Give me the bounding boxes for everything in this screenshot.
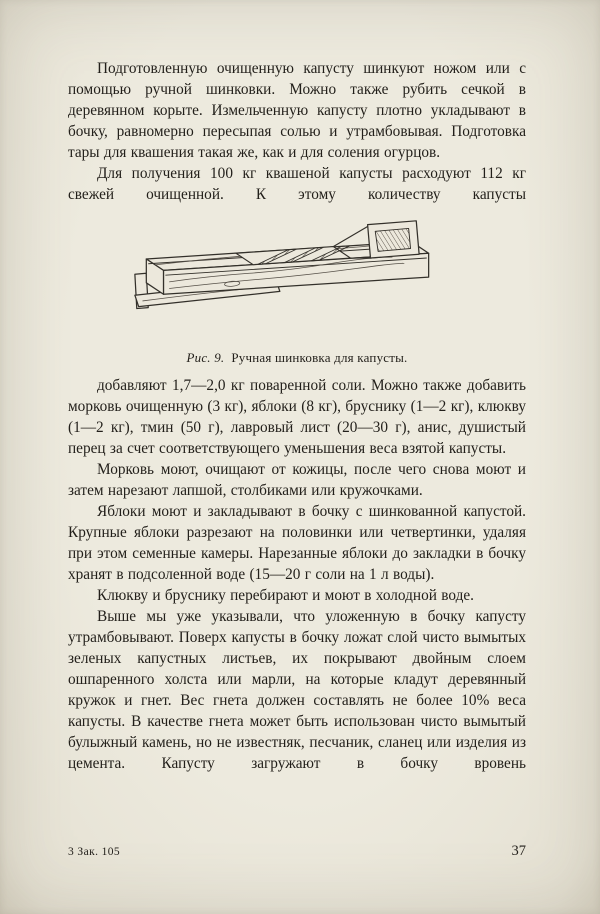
figure-caption-text: Ручная шинковка для капусты. <box>231 350 408 365</box>
figure-caption <box>112 350 482 366</box>
page-number: 37 <box>511 843 526 859</box>
paragraph: Клюкву и бруснику перебирают и моют в холодной воде. <box>97 587 474 604</box>
paragraph: Яблоки моют и закладывают в бочку с шинкованной капустой. Крупные яблоки разрезают на половинки или четвертинки, удаляя при этом семенные камеры. Нарезанные яблоки до закладки в бочку хранят в подсоленной воде (15—20 г соли на 1 л воды). <box>68 503 526 583</box>
paragraph: Подготовленную очищенную капусту шинкуют ножом или с помощью ручной шинковки. Можно также рубить сечкой в деревянном корыте. Измельченную капусту плотно укладывают в бочку, равномерно пересыпая солью и утрамбовывая. Подготовка тары для квашения такая же, как и для соления огурцов. <box>68 60 526 161</box>
print-signature: 3 Зак. 105 <box>68 846 121 858</box>
figure-caption-label: Рис. 9. <box>186 350 225 365</box>
paragraph: Выше мы уже указывали, что уложенную в бочку капусту утрамбовывают. Поверх капусты в бочку ложат слой чисто вымытых зеленых капустных листьев, их покрывают двойным слоем ошпаренного холста или марли, на которые кладут деревянный кружок и гнет. Вес гнета должен составлять не более 10% веса капусты. В качестве гнета может быть использован чисто вымытый булыжный камень, но не известняк, песчаник, сланец или изделия из цемента. Капусту загружают в бочку вровень <box>68 608 526 772</box>
figure-cabbage-shredder <box>112 217 482 366</box>
paragraph: Морковь моют, очищают от кожицы, после чего снова моют и затем нарезают лапшой, столбиками или кружочками. <box>68 461 526 499</box>
shredder-illustration-drawing <box>125 217 470 341</box>
paragraph: добавляют 1,7—2,0 кг поваренной соли. Можно также добавить морковь очищенную (3 кг), яблоки (8 кг), бруснику (1—2 кг), клюкву (1—2 кг), тмин (50 г), лавровый лист (20—30 г), анис, душистый перец за счет соответствующего уменьшения веса взятой капусты. <box>68 377 526 457</box>
page-footer <box>68 843 526 860</box>
paragraph: Для получения 100 кг квашеной капусты расходуют 112 кг свежей очищенной. К этому количеству капусты <box>68 165 526 203</box>
